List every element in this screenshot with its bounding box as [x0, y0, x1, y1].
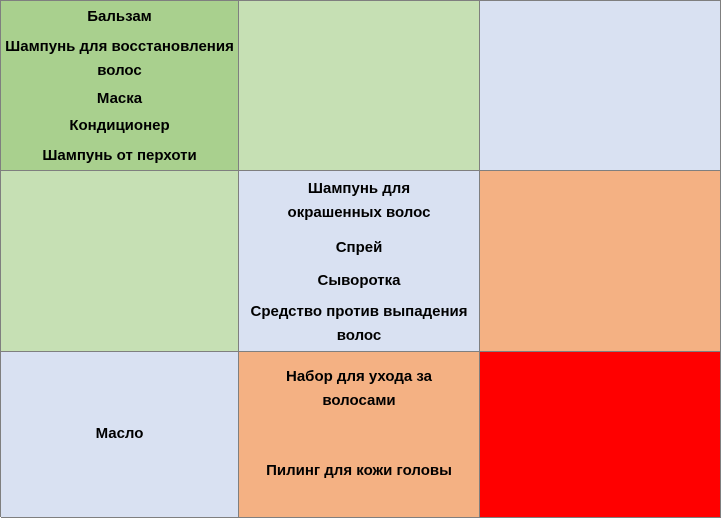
cell-r2c1 [1, 171, 239, 352]
cell-r2c2 [239, 171, 480, 352]
cell-item: Спрей [335, 239, 383, 256]
cell-item: Сыворотка [317, 272, 401, 289]
cell-item: Пилинг для кожи головы [266, 462, 452, 479]
cell-r3c1 [1, 352, 239, 518]
cell-r2c3 [480, 171, 721, 352]
cell-item: Шампунь для окрашенных волос [287, 180, 431, 221]
cell-item: Бальзам [87, 8, 152, 25]
cell-r3c2 [239, 352, 480, 518]
cell-item: Шампунь от перхоти [42, 147, 197, 164]
cell-item: Шампунь для восстановления волос [5, 38, 234, 79]
cell-r1c1 [1, 1, 239, 171]
cell-r1c3 [480, 1, 721, 171]
cell-item: Масло [95, 425, 144, 442]
cell-r1c2 [239, 1, 480, 171]
cell-item: Маска [96, 90, 143, 107]
cell-item: Кондиционер [69, 117, 170, 134]
cell-r3c3 [480, 352, 721, 518]
cell-item: Набор для ухода за волосами [286, 368, 432, 409]
cell-item: Средство против выпадения волос [250, 303, 468, 344]
